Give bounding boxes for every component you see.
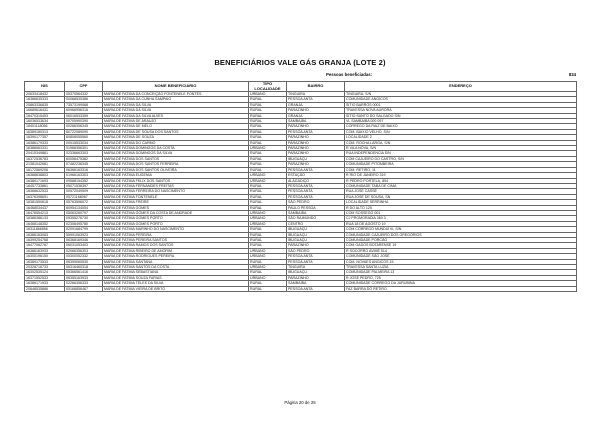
cell-tipo: RURAL [249, 156, 287, 161]
cell-cpf: 02266356333 [65, 281, 103, 286]
cell-bairro: PESSOA ANTA [287, 183, 345, 188]
cell-nome: MARIA DE FATIMA RODRIGUES PEREIRA [103, 254, 249, 259]
cell-bairro: PARAZINHO [287, 275, 345, 280]
cell-endereco: CJ PROMORADIA 360 3 [345, 216, 577, 221]
cell-bairro: ESTAÇÃO [287, 173, 345, 178]
cell-nome: MARIA DE FATIMA DOS SANTOS FERREIRA [103, 162, 249, 167]
cell-tipo: RURAL [249, 281, 287, 286]
cell-cpf: 02336663303 [65, 151, 103, 156]
cell-tipo: RURAL [249, 97, 287, 102]
cell-nis: 16386386133 [25, 216, 65, 221]
cell-endereco: FAZ BARRA DO RETIRO [345, 286, 577, 291]
cell-endereco: COMUNIDADE CAJUEIRO DOS GREGÓRIOS [345, 232, 577, 237]
cell-nis: 16372536783 [25, 156, 65, 161]
cell-cpf: 06366163316 [65, 167, 103, 172]
cell-nis: 16468148352 [25, 221, 65, 226]
table-header-row [25, 82, 577, 92]
cell-bairro: SÃO PEDRO [287, 200, 345, 205]
cell-endereco: COM. ROCHA LARGA, S/N [345, 140, 577, 145]
cell-tipo: RURAL [249, 119, 287, 124]
cell-nis: 16477062767 [25, 243, 65, 248]
cell-nis: 16381550618 [25, 200, 65, 205]
cell-cpf: 60808055560 [65, 135, 103, 140]
cell-endereco: COM CAJUEIRO DO CASTRO, S/N [345, 156, 577, 161]
cell-tipo: RURAL [249, 243, 287, 248]
cell-nome: MARIA DE FATIMA FERNANDES FREITAS [103, 183, 249, 188]
cell-nis: 21381042661 [25, 162, 65, 167]
table-row [25, 286, 577, 291]
cell-tipo: RURAL [249, 189, 287, 194]
cell-nome: MARIA DE FATIMA SANTANA [103, 259, 249, 264]
cell-nis: 16311866856 [25, 227, 65, 232]
cell-endereco: COM. NOVAES ANGICOS 15 [345, 259, 577, 264]
cell-bairro: IBUGUAÇU [287, 227, 345, 232]
cell-nis: 16371552533 [25, 275, 65, 280]
header-endereco: ENDEREÇO [345, 82, 577, 92]
cell-cpf: 05721168067 [65, 194, 103, 199]
beneficiaries-table [24, 81, 577, 292]
cell-endereco: COMUNIDADE SÃO JOSÉ [345, 254, 577, 259]
cell-endereco: R PEDRO PORTELA, 894 [345, 178, 577, 183]
cell-endereco: COM. RETIRO, 11 [345, 167, 577, 172]
cell-nis: 16368632533 [25, 189, 65, 194]
cell-endereco: COM SOSSEGO 001 [345, 210, 577, 215]
cell-endereco: RUA INDEPENDENCIA S/N [345, 151, 577, 156]
cell-nis: 16399254768 [25, 237, 65, 242]
cell-tipo: RURAL [249, 227, 287, 232]
cell-nome: MARIA DE FATIMA DE SOUZA [103, 135, 249, 140]
cell-nome: MARIA DE FATIMA GOMES PORTO [103, 216, 249, 221]
cell-cpf: 06368169346 [65, 237, 103, 242]
cell-endereco: RUA 18 DE AGOSTO 19 [345, 221, 577, 226]
cell-cpf: 73573199068 [65, 102, 103, 107]
cell-cpf: 02066356303 [65, 248, 103, 253]
cell-bairro: ALAGADIÇO [287, 178, 345, 183]
cell-cpf: 05071536397 [65, 183, 103, 188]
cell-tipo: RURAL [249, 237, 287, 242]
cell-tipo: URBANO [249, 146, 287, 151]
cell-tipo: RURAL [249, 205, 287, 210]
cell-endereco: R VILA NOVA, S/N [345, 146, 577, 151]
cell-endereco: CORREGO DA RAIZ DE BAIXO [345, 124, 577, 129]
cell-nis: 16689616431 [25, 108, 65, 113]
cell-bairro: TINGUIRA [287, 92, 345, 97]
cell-cpf: 00068535386 [65, 97, 103, 102]
cell-nis: 16386163933 [25, 248, 65, 253]
cell-nome: MARIA DE FATIMA DA CONCEIÇÃO FONTENELE FONTES [103, 92, 249, 97]
cell-cpf: 00705990390 [65, 119, 103, 124]
cell-endereco: R RIO DE JANEIRO 319 [345, 173, 577, 178]
cell-cpf: 09588154352 [65, 178, 103, 183]
cell-bairro: SAMBAIBA [287, 210, 345, 215]
cell-bairro: IBUGUAÇU [287, 270, 345, 275]
cell-endereco: VL SAMBAIBA 000 097 [345, 119, 577, 124]
cell-nome: MARIA DE FATIMA FELIX DOS SANTOS [103, 178, 249, 183]
cell-endereco: R JOSÉ PEDRO, 725 [345, 275, 577, 280]
cell-cpf: 05366561416 [65, 270, 103, 275]
count-label: Pessoas beneficiadas: [326, 72, 373, 77]
cell-nis: 16478554213 [25, 210, 65, 215]
cell-cpf: 06016533359 [65, 113, 103, 118]
cell-nome: MARIA DE FATIMA DA CUNHA SAMPAIO [103, 97, 249, 102]
cell-cpf: 00572049509 [65, 189, 103, 194]
cell-tipo: RURAL [249, 129, 287, 134]
cell-cpf: 02306495780 [65, 221, 103, 226]
cell-nome: MARIA DE FATIMA GOMES [103, 205, 249, 210]
page-number: Página 20 de 25 [284, 400, 316, 405]
cell-bairro: GRANJA [287, 102, 345, 107]
cell-endereco: R DO ALTO 125 [345, 205, 577, 210]
cell-nis: 16376398691 [25, 194, 65, 199]
cell-bairro: PESSOA ANTA [287, 189, 345, 194]
cell-nis: 16386171693 [25, 178, 65, 183]
table-body [25, 92, 577, 292]
cell-nis: 16468034437 [25, 205, 65, 210]
cell-cpf: 60056475382 [65, 156, 103, 161]
cell-tipo: RURAL [249, 183, 287, 188]
cell-nome: MARIA DE FATIMA RAMOS DOS SANTOS [103, 243, 249, 248]
cell-nis: 16457733861 [25, 183, 65, 188]
cell-tipo: RURAL [249, 194, 287, 199]
cell-nis: 16386563331 [25, 146, 65, 151]
cell-nome: MARIA DE FATIMA FREIRE [103, 200, 249, 205]
cell-endereco: TINGUIRA, S/N [345, 92, 577, 97]
cell-tipo: RURAL [249, 232, 287, 237]
cell-nome: MARIA DE FATIMA PEREIRA [103, 232, 249, 237]
cell-tipo: RURAL [249, 259, 287, 264]
cell-nome: MARIA DE FATIMA RIBEIRO DE AMORIM [103, 248, 249, 253]
cell-tipo: URBANO [249, 173, 287, 178]
cell-nis: 20415349861 [25, 151, 65, 156]
cell-nis: 20863336835 [25, 102, 65, 107]
cell-tipo: RURAL [249, 286, 287, 291]
cell-cpf: 60966956316 [65, 108, 103, 113]
cell-nome: MARIA DE FATIMA DE SOUSA DOS SANTOS [103, 129, 249, 134]
cell-nome: MARIA DE FATIMA DOS SANTOS OLIVEIRA [103, 167, 249, 172]
cell-bairro: PARAZINHO [287, 151, 345, 156]
cell-endereco: TRAVESSA NOVA AURORA [345, 108, 577, 113]
cell-cpf: 05370564332 [65, 92, 103, 97]
header-tipo: TIPO LOCALIDADE [249, 82, 287, 92]
cell-cpf: 06316460318 [65, 265, 103, 270]
cell-nome: MARIA DE FATIMA DE ARAUJO [103, 119, 249, 124]
cell-tipo: RURAL [249, 113, 287, 118]
cell-nome: MARIA DE FATIMA TELES DA SILVA [103, 281, 249, 286]
cell-nis: 16388638803 [25, 173, 65, 178]
cell-endereco: LOCALIDADE 2 [345, 135, 577, 140]
cell-bairro: PESSOA ANTA [287, 194, 345, 199]
cell-nis: 16389180313 [25, 129, 65, 134]
cell-nis: 16386179333 [25, 140, 65, 145]
cell-bairro: PARAZINHO [287, 135, 345, 140]
cell-nome: MARIA DE FATIMA MARINHO DO NASCIMENTO [103, 227, 249, 232]
cell-nis: 20328716733 [25, 265, 65, 270]
cell-cpf: 05763596072 [65, 200, 103, 205]
cell-bairro: PESSOA ANTA [287, 97, 345, 102]
cell-bairro: PAULO PESSOA [287, 205, 345, 210]
cell-nome: MARIA DE FATIMA DE MELO [103, 124, 249, 129]
cell-bairro: GRANJA [287, 113, 345, 118]
cell-nome: MARIA DE FATIMA SANTOS DA COSTA [103, 265, 249, 270]
cell-nome: MARIA DE FATIMA DOMINGOS DA SILVA [103, 151, 249, 156]
cell-tipo: RURAL [249, 167, 287, 172]
cell-nome: MARIA DE FATIMA FONTENELE [103, 194, 249, 199]
cell-bairro: TINGUIRA [287, 265, 345, 270]
cell-nome: MARIA DE FATIMA DA SILVA [103, 102, 249, 107]
cell-nis: 20633418432 [25, 92, 65, 97]
cell-tipo: URBANO [249, 92, 287, 97]
cell-bairro: SAMBAIBA [287, 281, 345, 286]
cell-bairro: IBUGUAÇU [287, 156, 345, 161]
cell-bairro: PESSOA ANTA [287, 129, 345, 134]
cell-endereco: COMUNIDADE ANGICOS [345, 97, 577, 102]
cell-tipo: RURAL [249, 162, 287, 167]
cell-bairro: SAMBAIBA [287, 119, 345, 124]
cell-nis: 16401118056 [25, 124, 65, 129]
cell-nis: 16386635333 [25, 97, 65, 102]
cell-cpf: 60722089090 [65, 129, 103, 134]
cell-endereco: COMUNIDADE TABA DE CIMA [345, 183, 577, 188]
cell-cpf: 00015533034 [65, 140, 103, 145]
cell-endereco: COMUNIDADE CÓRREGO DA JURUBINA [345, 281, 577, 286]
cell-endereco: COMUNIDADE PITOMBEIRA [345, 162, 577, 167]
cell-cpf: 07482236345 [65, 162, 103, 167]
header-nome: NOME BENEFICIÁRIO [103, 82, 249, 92]
cell-nome: MARIA DE FATIMA FERREIRA DO NASCIMENTO [103, 189, 249, 194]
cell-tipo: RURAL [249, 151, 287, 156]
cell-bairro: IBUGUAÇU [287, 237, 345, 242]
cell-endereco: SITIO SANTO DO SALGADO S/N [345, 113, 577, 118]
cell-nis: 16386171933 [25, 281, 65, 286]
cell-nis: 16172569206 [25, 167, 65, 172]
cell-bairro: PARAZINHO [287, 162, 345, 167]
cell-bairro: SÃO PEDRO [287, 248, 345, 253]
cell-endereco: SITIO BARROS 0001 [345, 102, 577, 107]
cell-tipo: URBANO [249, 275, 287, 280]
cell-tipo: RURAL [249, 140, 287, 145]
cell-nome: MARIA DE FATIMA DO CARMO [103, 140, 249, 145]
cell-endereco: COMUNIDADE PORCÃO [345, 237, 577, 242]
cell-nome: MARIA DE FATIMA VIEIRA DE BRITO [103, 286, 249, 291]
cell-tipo: RURAL [249, 108, 287, 113]
cell-tipo: RURAL [249, 200, 287, 205]
cell-bairro: PESSOA ANTA [287, 254, 345, 259]
cell-bairro: CENTRO [287, 221, 345, 226]
cell-nome: MARIA DE FATIMA DA SILVA [103, 108, 249, 113]
header-bairro: BAIRRO [287, 82, 345, 92]
cell-cpf: 02091684799 [65, 227, 103, 232]
cell-nome: MARIA DE FATIMA SOUZA FARIAS [103, 275, 249, 280]
cell-tipo: URBANO [249, 216, 287, 221]
cell-nis: 16390177357 [25, 135, 65, 140]
cell-cpf: 05300052332 [65, 254, 103, 259]
cell-endereco: COM CÓRREGO MUNDUÍ III, S/N [345, 227, 577, 232]
cell-nome: MARIA DE FATIMA EUGENIA [103, 173, 249, 178]
cell-tipo: URBANO [249, 221, 287, 226]
cell-nis: 20648535886 [25, 286, 65, 291]
cell-nome: MARIA DE FATIMA SEBASTIANA [103, 270, 249, 275]
cell-bairro: SÃO RAIMUNDO [287, 216, 345, 221]
cell-cpf: 01966356301 [65, 146, 103, 151]
cell-endereco: COMUNIDADE PALMEIRA 13 [345, 270, 577, 275]
cell-bairro: PESSOA ANTA [287, 286, 345, 291]
cell-cpf: 60954134054 [65, 205, 103, 210]
cell-nis: 16302535124 [25, 270, 65, 275]
cell-tipo: RURAL [249, 102, 287, 107]
cell-endereco: COM. BAIXIO VELHO, S/N [345, 129, 577, 134]
cell-nis: 16386163083 [25, 232, 65, 237]
header-cpf: CPF [65, 82, 103, 92]
cell-nome: MARIA DE FATIMA DOMINGOS DA COSTA [103, 146, 249, 151]
cell-cpf: 05063260797 [65, 210, 103, 215]
cell-nome: MARIA DE FATIMA DOS SANTOS [103, 156, 249, 161]
cell-cpf: 06355163933 [65, 275, 103, 280]
cell-tipo: URBANO [249, 210, 287, 215]
cell-endereco: RUA JOSÉ CASSÉ [345, 189, 577, 194]
cell-nome: MARIA DE FATIMA PEREIRA SANTOS [103, 237, 249, 242]
cell-cpf: 55991063923 [65, 232, 103, 237]
cell-cpf: 05166856467 [65, 286, 103, 291]
cell-cpf: 06031053403 [65, 243, 103, 248]
cell-endereco: R SOCORRO AVIMÉ 514 [345, 248, 577, 253]
cell-nis: 16300196150 [25, 254, 65, 259]
cell-tipo: RURAL [249, 124, 287, 129]
header-nis: NIS [25, 82, 65, 92]
page-title: BENEFICIÁRIOS VALE GÁS GRANJA (LOTE 2) [214, 58, 386, 67]
count-value: 834 [568, 72, 576, 77]
cell-cpf: 00266306345 [65, 124, 103, 129]
cell-nis: 16470315453 [25, 113, 65, 118]
cell-bairro: PARAZINHO [287, 124, 345, 129]
cell-bairro: PESSOA ANTA [287, 167, 345, 172]
cell-bairro: PARAZINHO [287, 243, 345, 248]
cell-bairro: PARAZINHO [287, 108, 345, 113]
cell-nome: MARIA DE FATIMA GOMES DA COSTA DE ANDRADE [103, 210, 249, 215]
cell-tipo: RURAL [249, 270, 287, 275]
cell-endereco: RUA JOSÉ DE SOUSA, SN [345, 194, 577, 199]
cell-nome: MARIA DE FATIMA GOMES PORTO [103, 221, 249, 226]
cell-endereco: COM GADOS BOTARENSE 19 [345, 243, 577, 248]
cell-tipo: URBANO [249, 254, 287, 259]
cell-tipo: URBANO [249, 265, 287, 270]
cell-nis: 16389173533 [25, 259, 65, 264]
cell-bairro: PARAZINHO [287, 140, 345, 145]
cell-endereco: LOCALIDADE SERRINHA [345, 200, 577, 205]
cell-cpf: 06395060530 [65, 259, 103, 264]
cell-tipo: URBANO [249, 178, 287, 183]
cell-cpf: 01966163303 [65, 173, 103, 178]
cell-tipo: RURAL [249, 135, 287, 140]
cell-bairro: PARAZINHO [287, 146, 345, 151]
cell-bairro: IBUGUAÇU [287, 232, 345, 237]
cell-nis: 16036533634 [25, 119, 65, 124]
cell-nome: MARIA DE FATIMA DA SILVA ALVES [103, 113, 249, 118]
cell-cpf: 09355276730 [65, 216, 103, 221]
cell-bairro: PESSOA ANTA [287, 259, 345, 264]
cell-tipo: URBANO [249, 248, 287, 253]
beneficiary-count [326, 72, 576, 77]
cell-endereco: TRAVESSA SANTA LUZIA [345, 265, 577, 270]
